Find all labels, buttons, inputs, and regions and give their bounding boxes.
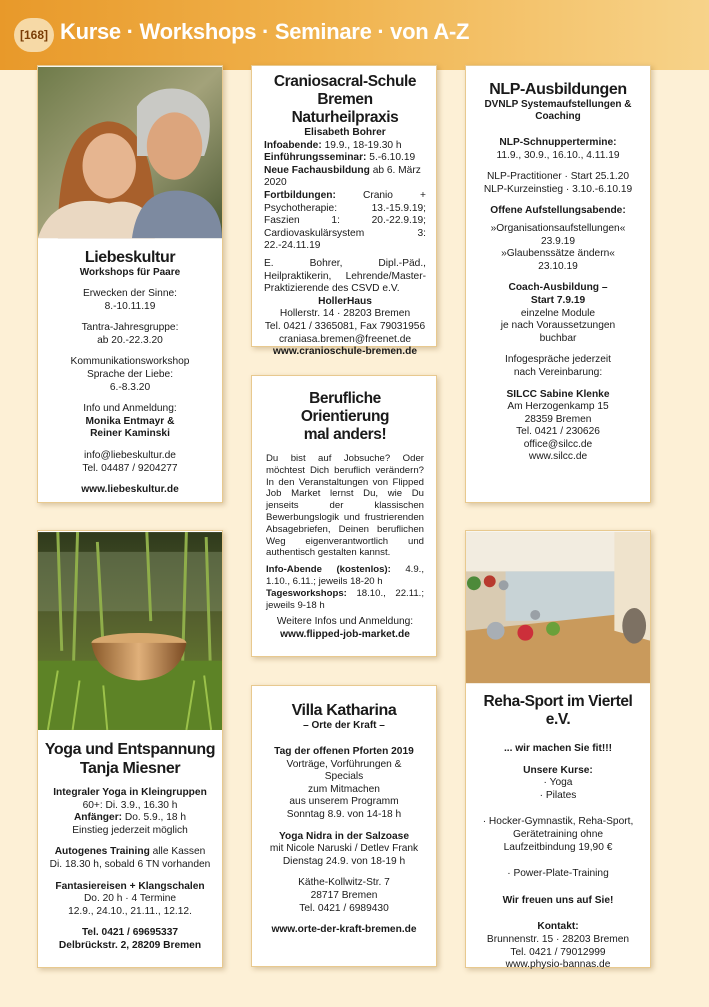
address: Am Herzogenkamp 15 xyxy=(507,401,609,413)
text-line: mit Nicole Naruski / Detlev Frank xyxy=(269,843,419,855)
address: Brunnenstr. 15 · 28203 Bremen xyxy=(486,933,630,945)
text-line: Weitere Infos und Anmeldung: xyxy=(276,616,414,628)
page-number: [168] xyxy=(14,18,54,52)
text-line: Tantra-Jahresgruppe: xyxy=(81,322,179,334)
text-line: Infogespräche jederzeit xyxy=(505,354,611,366)
text-line: je nach Voraussetzungen xyxy=(500,320,616,332)
contact-name: Monika Entmayr & xyxy=(85,415,175,427)
card-villa-katharina xyxy=(251,685,437,967)
contact-name: Reiner Kaminski xyxy=(90,428,170,440)
cranio-bio: E. Bohrer, Dipl.-Päd., Heilpraktikerin, Lehrende/Master-Praktizierende des CSVD e.V. xyxy=(264,257,426,295)
text-line: Vorträge, Vorführungen & xyxy=(286,758,402,770)
text-line: Dienstag 24.9. von 18-19 h xyxy=(282,855,406,867)
text-line: Do. 20 h · 4 Termine xyxy=(83,893,177,905)
text-line: 23.10.19 xyxy=(538,260,578,272)
text-line: ... wir machen Sie fit!!! xyxy=(503,743,613,754)
phone: Tel. 0421 / 79012999 xyxy=(510,946,606,958)
nlp-title: NLP-Ausbildungen xyxy=(489,81,627,98)
value: Cranio + Psychotherapie: 13.-15.9.19; Faszien 1: 20.-22.9.19; Cardiovaskulärsystem 3: 22.-24.11.19 xyxy=(264,189,426,252)
text-line: NLP-Schnuppertermine: xyxy=(499,137,617,148)
text-line: Start 7.9.19 xyxy=(530,294,586,306)
text-line: Di. 18.30 h, sobald 6 TN vorhanden xyxy=(49,858,211,870)
text-line: Laufzeitbindung 19,90 € xyxy=(503,841,613,853)
label: Info-Abende (kostenlos): xyxy=(266,564,391,576)
card-reha-sport xyxy=(465,530,651,971)
label: Tagesworkshops: xyxy=(266,587,347,599)
cranio-name: Elisabeth Bohrer xyxy=(304,127,386,138)
cranio-title: Craniosacral-Schule Bremen xyxy=(273,73,417,108)
label: Fortbildungen: xyxy=(264,189,336,201)
text-line: »Organisationsaufstellungen« xyxy=(490,222,626,234)
address: Hollerstr. 14 · 28203 Bremen xyxy=(279,308,411,320)
yoga-title: Yoga und Entspannung xyxy=(44,741,216,758)
phone: Tel. 0421 / 3365081, Fax 79031956 xyxy=(264,320,426,332)
card-cranio xyxy=(251,65,437,358)
phone: Tel. 04487 / 9204277 xyxy=(82,462,178,474)
phone: Tel. 0421 / 230626 xyxy=(516,426,600,438)
text-line: zum Mitmachen xyxy=(308,783,380,795)
text-line: Offene Aufstellungsabende: xyxy=(490,205,626,217)
beruf-title-2: mal anders! xyxy=(303,426,387,443)
text-line: 11.9., 30.9., 16.10., 4.11.19 xyxy=(496,149,620,161)
card-liebeskultur xyxy=(37,65,223,503)
text-line: buchbar xyxy=(539,332,577,344)
reha-title: Reha-Sport im Viertel e.V. xyxy=(483,693,633,728)
text-line: Specials xyxy=(324,771,364,783)
text-line: Sonntag 8.9. von 14-18 h xyxy=(286,808,402,820)
liebeskultur-subtitle: Workshops für Paare xyxy=(79,267,181,278)
label: Autogenes Training xyxy=(54,846,150,858)
liebeskultur-title: Liebeskultur xyxy=(84,249,176,266)
text-line: · Power-Plate-Training xyxy=(507,868,609,880)
text-line: Integraler Yoga in Kleingruppen xyxy=(53,787,207,798)
text-line: Unsere Kurse: xyxy=(523,764,593,776)
nlp-subtitle: DVNLP Systemaufstellungen & xyxy=(484,99,632,110)
text-line: Einstieg jederzeit möglich xyxy=(72,824,188,836)
text-line: »Glaubenssätze ändern« xyxy=(501,248,615,260)
text-line: Yoga Nidra in der Salzoase xyxy=(278,830,410,842)
text-line: nach Vereinbarung: xyxy=(513,366,603,378)
value: Do. 5.9., 18 h xyxy=(122,812,187,824)
phone: Tel. 0421 / 6989430 xyxy=(299,902,389,914)
card-nlp xyxy=(465,65,651,503)
nlp-subtitle-2: Coaching xyxy=(535,111,581,122)
venue: HollerHaus xyxy=(318,295,372,307)
website-link[interactable]: www.liebeskultur.de xyxy=(81,484,179,496)
value: 19.9., 18-19.30 h xyxy=(321,139,402,151)
email-link[interactable]: info@liebeskultur.de xyxy=(84,449,176,461)
villa-subtitle: – Orte der Kraft – xyxy=(303,720,385,731)
text-line: Erwecken der Sinne: xyxy=(82,288,177,299)
label: Neue Fachausbildung xyxy=(264,164,370,176)
page-title: Kurse · Workshops · Seminare · von A-Z xyxy=(60,19,470,44)
email-link[interactable]: craniasa.bremen@freenet.de xyxy=(278,333,412,345)
label: Einführungsseminar: xyxy=(264,152,367,164)
text-line: 6.-8.3.20 xyxy=(109,381,151,393)
text-line: Wir freuen uns auf Sie! xyxy=(502,894,614,906)
text-line: 8.-10.11.19 xyxy=(104,300,156,312)
text-line: Sprache der Liebe: xyxy=(86,368,174,380)
label: Infoabende: xyxy=(264,139,322,151)
text-line: Fantasiereisen + Klangschalen xyxy=(55,880,205,892)
text-line: · Pilates xyxy=(539,789,577,801)
card-yoga xyxy=(37,530,223,968)
beruf-body: Du bist auf Jobsuche? Oder möchtest Dich beruflich verändern? In den Veranstaltungen von Flipped Job Market lernst Du, wie Du jenseits der klassischen Bewerbungslogik und frustrierenden Absagebriefen, Deinen beruflichen Weg eigenverantwortlich und authentisch gestalten kannst. xyxy=(266,453,424,559)
page-header xyxy=(0,0,709,70)
text-line: NLP-Practitioner · Start 25.1.20 xyxy=(486,171,630,183)
text-line: 60+: Di. 3.9., 16.30 h xyxy=(82,799,178,811)
yoga-title-2: Tanja Miesner xyxy=(79,760,181,777)
address: Delbrückstr. 2, 28209 Bremen xyxy=(58,939,202,951)
value: 4.9., 1.10., 6.11.; jeweils 18-20 h xyxy=(266,564,424,587)
value: 5.-6.10.19 xyxy=(366,152,416,164)
text-line: · Yoga xyxy=(543,777,573,789)
website-link[interactable]: www.physio-bannas.de xyxy=(505,959,611,971)
address: Käthe-Kollwitz-Str. 7 xyxy=(298,877,390,889)
text-line: 12.9., 24.10., 21.11., 12.12. xyxy=(68,905,192,917)
text-line: einzelne Module xyxy=(520,307,596,319)
label: Anfänger: xyxy=(73,812,123,824)
cranio-title-2: Naturheilpraxis xyxy=(291,109,399,126)
website-link[interactable]: www.cranioschule-bremen.de xyxy=(273,346,417,358)
address: 28359 Bremen xyxy=(524,413,592,425)
text-line: Gerätetraining ohne xyxy=(512,828,604,840)
card-berufliche-orientierung xyxy=(251,375,437,657)
couple-photo xyxy=(38,66,222,239)
email-link[interactable]: office@silcc.de xyxy=(523,438,593,450)
text-line: Tag der offenen Pforten 2019 xyxy=(274,746,414,757)
text-line: Info und Anmeldung: xyxy=(83,403,177,415)
address: 28717 Bremen xyxy=(310,889,378,901)
singing-bowl-photo xyxy=(38,531,222,731)
value: 18.10., 22.11.; jeweils 9-18 h xyxy=(266,587,424,611)
beruf-title: Berufliche Orientierung xyxy=(300,390,390,425)
website-link[interactable]: www.silcc.de xyxy=(528,451,588,463)
text-line: Kommunikationsworkshop xyxy=(70,356,190,368)
website-link[interactable]: www.flipped-job-market.de xyxy=(280,628,410,640)
text-line: aus unserem Programm xyxy=(289,796,399,808)
value: ab 6. März 2020 xyxy=(264,164,421,189)
phone: Tel. 0421 / 69695337 xyxy=(81,927,179,939)
gym-room-photo xyxy=(466,531,650,684)
villa-title: Villa Katharina xyxy=(291,702,397,719)
text-line: Kontakt: xyxy=(537,921,579,933)
contact-name: SILCC Sabine Klenke xyxy=(506,388,610,400)
text-line: Coach-Ausbildung – xyxy=(508,282,608,294)
text-line: 23.9.19 xyxy=(541,235,575,247)
text-line: · Hocker-Gymnastik, Reha-Sport, xyxy=(482,816,634,828)
text-line: NLP-Kurzeinstieg · 3.10.-6.10.19 xyxy=(483,183,633,195)
text-line: ab 20.-22.3.20 xyxy=(97,334,163,346)
value: alle Kassen xyxy=(149,846,206,858)
website-link[interactable]: www.orte-der-kraft-bremen.de xyxy=(271,924,417,936)
